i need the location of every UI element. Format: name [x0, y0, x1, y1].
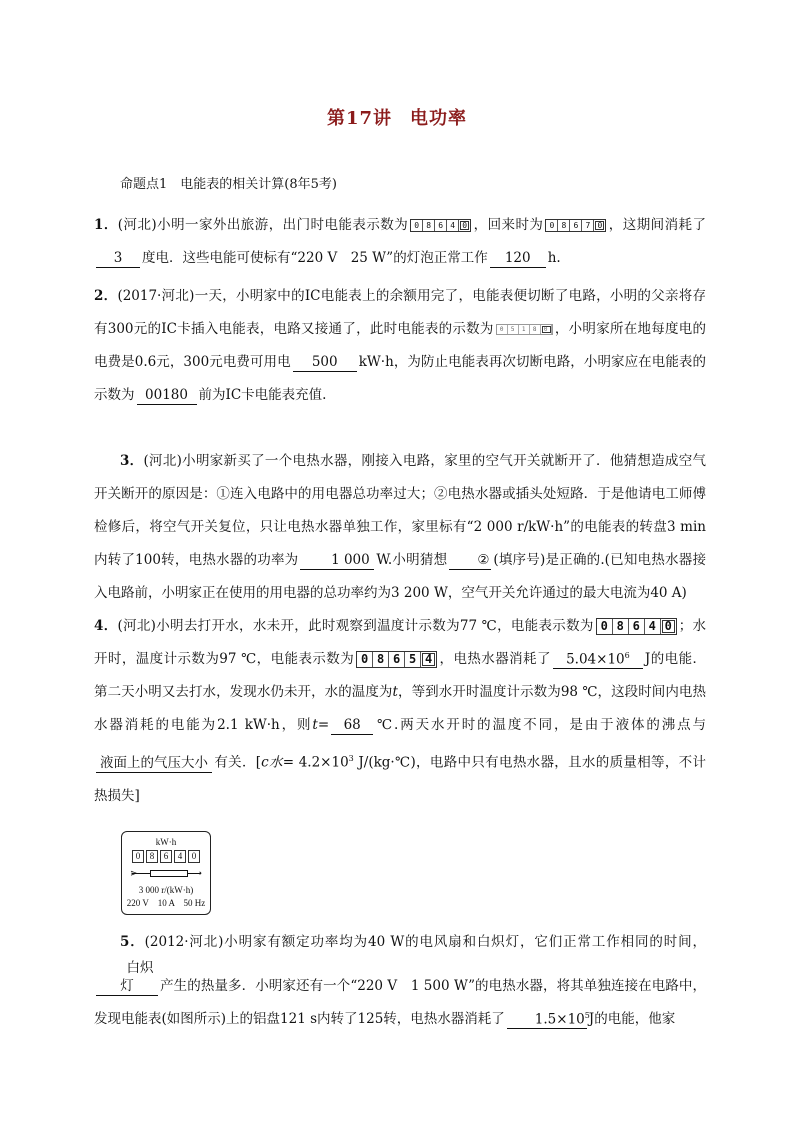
question-text: 前为IC卡电能表充值. [198, 387, 327, 403]
meter-spec-revolutions: 3 000 r/(kW·h) [138, 885, 194, 895]
question-text: J/(kg·℃)，电路中只有电热水器，且水的质量相等，不计热损失] [94, 754, 707, 804]
question-text: (河北)小明去打开水，水未开，此时观察到温度计示数为77 ℃，电能表示数为 [117, 618, 594, 634]
meter-reading-end: 0 8 6 5 4 [356, 651, 437, 668]
question-text: J的电能，他家 [588, 1011, 676, 1027]
question-text: kW·h，为防止电能表再次切断电路，小明家应在电能表的示数为 [94, 354, 706, 403]
question-text: = 4.2×10 [282, 754, 349, 771]
answer-blank: $5.04\times 10^6$ [553, 647, 643, 670]
meter-unit-label: kW·h [155, 837, 177, 847]
meter-reading-start: 0 8 6 4 0 [596, 618, 677, 635]
question-number: 2． [94, 288, 118, 304]
meter-reading-start: 0 8 6 4 0 [410, 219, 471, 232]
question-text: W.小明猜想 [376, 552, 448, 568]
answer-blank: 白炽灯 [96, 959, 158, 996]
meter-disc-icon: ⋗ ➝ [130, 868, 202, 878]
equals-sign: = [317, 717, 330, 733]
question-text: (河北)小明家新买了一个电热水器，刚接入电路，家里的空气开关就断开了．他猜想造成空气开关断开的原因是：①连入电路中的用电器总功率过大；②电热水器或插头处短路．于是他请电工师傅检修后，将空气开关复位，只让电热水器单独工作，家里标有“2 000 r/kW·h”的电能表的转盘3 min内转了100转，电热水器的功率为 [94, 453, 706, 568]
meter-reading-end: 0 8 6 7 0 [545, 219, 606, 232]
variable-t: t [392, 684, 398, 700]
answer-blank: $1.5\times 10^5$ [507, 1007, 587, 1030]
answer-blank: 120 [490, 249, 546, 268]
question-text: 产生的热量多．小明家还有一个“220 V 1 500 W”的电热水器，将其单独连接在电路中，发现电能表(如图所示)上的铝盘121 s内转了125转，电热水器消耗了 [94, 978, 706, 1027]
question-text: 度电．这些电能可使标有“220 V 25 W”的灯泡正常工作 [142, 250, 488, 266]
question-text: ，电热水器消耗了 [439, 651, 551, 667]
question-text: h. [547, 250, 561, 266]
question-text: ，等到水开时温度计示数为98 ℃，这段时间内电热水器消耗的电能为2.1 kW·h，则 [94, 684, 707, 733]
answer-blank: 00180 [137, 386, 197, 405]
question-text: (2012·河北)小明家有额定功率均为40 W的电风扇和白炽灯，它们正常工作相同的时间， [144, 934, 706, 950]
answer-blank: 68 [331, 716, 373, 735]
page-title [0, 104, 794, 130]
answer-blank: 3 [96, 249, 140, 268]
answer-blank: 1 000 [300, 551, 374, 570]
answer-blank: 液面上的气压大小 [96, 754, 212, 773]
lecture-number: 第17讲 [326, 108, 393, 129]
lecture-topic: 电功率 [410, 108, 468, 129]
question-number: 1． [94, 217, 118, 233]
question-2 [94, 280, 706, 412]
question-text: (河北)小明一家外出旅游，出门时电能表示数为 [117, 217, 409, 233]
question-text: ；水开时，温度计示数为97 ℃，电能表示数为 [94, 618, 706, 667]
variable-t: t [312, 717, 318, 733]
question-3 [94, 445, 706, 610]
electric-meter-figure [121, 831, 211, 915]
question-number: 3． [120, 453, 144, 469]
specific-heat-symbol: c水 [261, 754, 283, 771]
question-text: ，回来时为 [473, 217, 544, 233]
question-4 [94, 610, 706, 813]
topic-point-heading: 命题点1 电能表的相关计算(8年5考) [120, 177, 337, 192]
question-text: 有关．[ [214, 754, 262, 771]
meter-reading: 0 5 1 8 0 [496, 324, 553, 335]
meter-spec-rating: 220 V 10 A 50 Hz [126, 898, 206, 908]
question-text: ℃.两天水开时的温度不同，是由于液体的沸点与 [375, 717, 706, 733]
question-text: (2017·河北)一天，小明家中的IC电能表上的余额用完了，电能表便切断了电路，小明的父亲将存有300元的IC卡插入电能表，电路又接通了，此时电能表的示数为 [94, 288, 706, 337]
question-number: 4． [94, 618, 118, 634]
question-5 [94, 926, 706, 1036]
exponent: 3 [348, 754, 354, 763]
question-number: 5． [120, 934, 145, 950]
question-text: (填序号)是正确的.(已知电热水器接入电路前，小明家正在使用的用电器的总功率约为3 200 W，空气开关允许通过的最大电流为40 A) [94, 552, 707, 601]
answer-blank: ② [449, 551, 491, 570]
question-1 [94, 209, 706, 275]
answer-blank: 500 [293, 353, 357, 372]
question-text: ，小明家所在地每度电的电费是0.6元，300元电费可用电 [94, 321, 706, 370]
meter-digits: 0 8 6 4 0 [122, 850, 210, 863]
question-text: J的电能．第二天小明又去打水，发现水仍未开，水的温度为 [94, 651, 706, 700]
question-text: ，这期间消耗了 [608, 217, 706, 233]
